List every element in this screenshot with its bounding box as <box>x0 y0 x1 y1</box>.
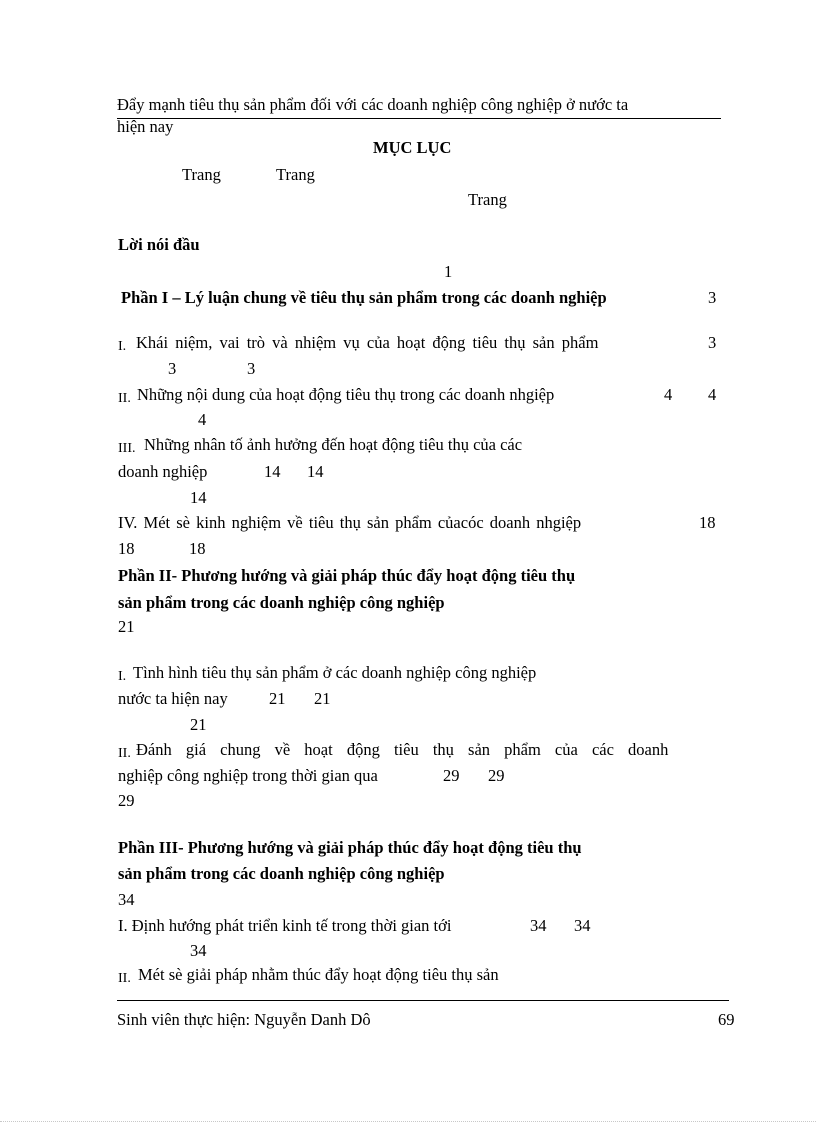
toc-item-page: 34 <box>574 916 591 935</box>
trang-label-1: Trang <box>182 165 221 184</box>
toc-item-page: 29 <box>443 766 460 785</box>
toc-item-page: 18 <box>699 513 716 532</box>
toc-foreword-page: 1 <box>444 262 453 281</box>
toc-item-page: 34 <box>190 941 207 960</box>
toc-item-page: 14 <box>190 488 207 507</box>
toc-item-page: 4 <box>198 410 207 429</box>
toc-item-number: II. <box>118 971 131 986</box>
toc-item-page: 14 <box>307 462 324 481</box>
toc-item-text: Những nội dung của hoạt động tiêu thụ trong các doanh nhgiệp <box>137 385 555 404</box>
toc-item-page: 3 <box>247 359 256 378</box>
toc-part3-title-line-1: Phần III- Phương hướng và giải pháp thúc đẩy hoạt động tiêu thụ <box>118 838 582 857</box>
trang-label-2: Trang <box>276 165 315 184</box>
toc-part2-page: 21 <box>118 617 135 636</box>
toc-item-text: Mét sè giải pháp nhằm thúc đẩy hoạt động tiêu thụ sản <box>138 965 499 984</box>
toc-item-page: 21 <box>314 689 331 708</box>
toc-item-page: 18 <box>189 539 206 558</box>
trang-label-3: Trang <box>468 190 507 209</box>
toc-item-page: 14 <box>264 462 281 481</box>
footer-rule <box>117 1000 729 1001</box>
toc-item-page: 4 <box>664 385 673 404</box>
footer-author: Sinh viên thực hiện: Nguyễn Danh Dô <box>117 1010 371 1029</box>
toc-item-number: II. <box>118 391 131 406</box>
toc-item-page: 29 <box>488 766 505 785</box>
toc-part2-title-line-1: Phần II- Phương hướng và giải pháp thúc đẩy hoạt động tiêu thụ <box>118 566 576 585</box>
toc-item-page: 21 <box>190 715 207 734</box>
toc-foreword-label: Lời nói đầu <box>118 235 200 254</box>
toc-item-text-line-2: doanh nghiệp <box>118 462 208 481</box>
page-bottom-edge <box>0 1121 816 1122</box>
toc-item-text-line-1: Đánh giá chung về hoạt động tiêu thụ sản phẩm của các doanh <box>136 740 669 759</box>
toc-part1-title: Phần I – Lý luận chung về tiêu thụ sản phẩm trong các doanh nghiệp <box>121 288 607 307</box>
toc-item-text-line-1: Tình hình tiêu thụ sản phẩm ở các doanh nghiệp công nghiệp <box>133 663 537 682</box>
toc-item-text: Khái niệm, vai trò và nhiệm vụ của hoạt động tiêu thụ sản phẩm <box>136 333 599 352</box>
toc-item-number: I. <box>118 339 127 354</box>
toc-item-page: 18 <box>118 539 135 558</box>
toc-item-page: 4 <box>708 385 717 404</box>
toc-heading: MỤC LỤC <box>373 138 452 157</box>
toc-item-page: 29 <box>118 791 135 810</box>
footer-page-number: 69 <box>718 1010 735 1029</box>
toc-item-number: I. <box>118 669 127 684</box>
header-rule <box>117 118 721 119</box>
toc-item-number: III. <box>118 441 136 456</box>
toc-item-page: 34 <box>530 916 547 935</box>
toc-item-text: IV. Mét sè kinh nghiệm về tiêu thụ sản phẩm củacóc doanh nhgiệp <box>118 513 582 532</box>
toc-item-text-line-2: nghiệp công nghiệp trong thời gian qua <box>118 766 378 785</box>
toc-item-number: II. <box>118 746 131 761</box>
toc-item-page: 3 <box>708 333 717 352</box>
header-title-line-1: Đẩy mạnh tiêu thụ sản phẩm đối với các doanh nghiệp công nghiệp ở nước ta <box>117 95 629 114</box>
toc-part2-title-line-2: sản phẩm trong các doanh nghiệp công nghiệp <box>118 593 445 612</box>
toc-item-text-line-2: nước ta hiện nay <box>118 689 228 708</box>
toc-item-text: I. Định hướng phát triển kinh tế trong thời gian tới <box>118 916 452 935</box>
header-title-line-2: hiện nay <box>117 117 174 136</box>
toc-item-text-line-1: Những nhân tố ảnh hưởng đến hoạt động tiêu thụ của các <box>144 435 523 454</box>
toc-part1-page: 3 <box>708 288 717 307</box>
toc-part3-page: 34 <box>118 890 135 909</box>
toc-item-page: 21 <box>269 689 286 708</box>
toc-item-page: 3 <box>168 359 177 378</box>
toc-part3-title-line-2: sản phẩm trong các doanh nghiệp công nghiệp <box>118 864 445 883</box>
